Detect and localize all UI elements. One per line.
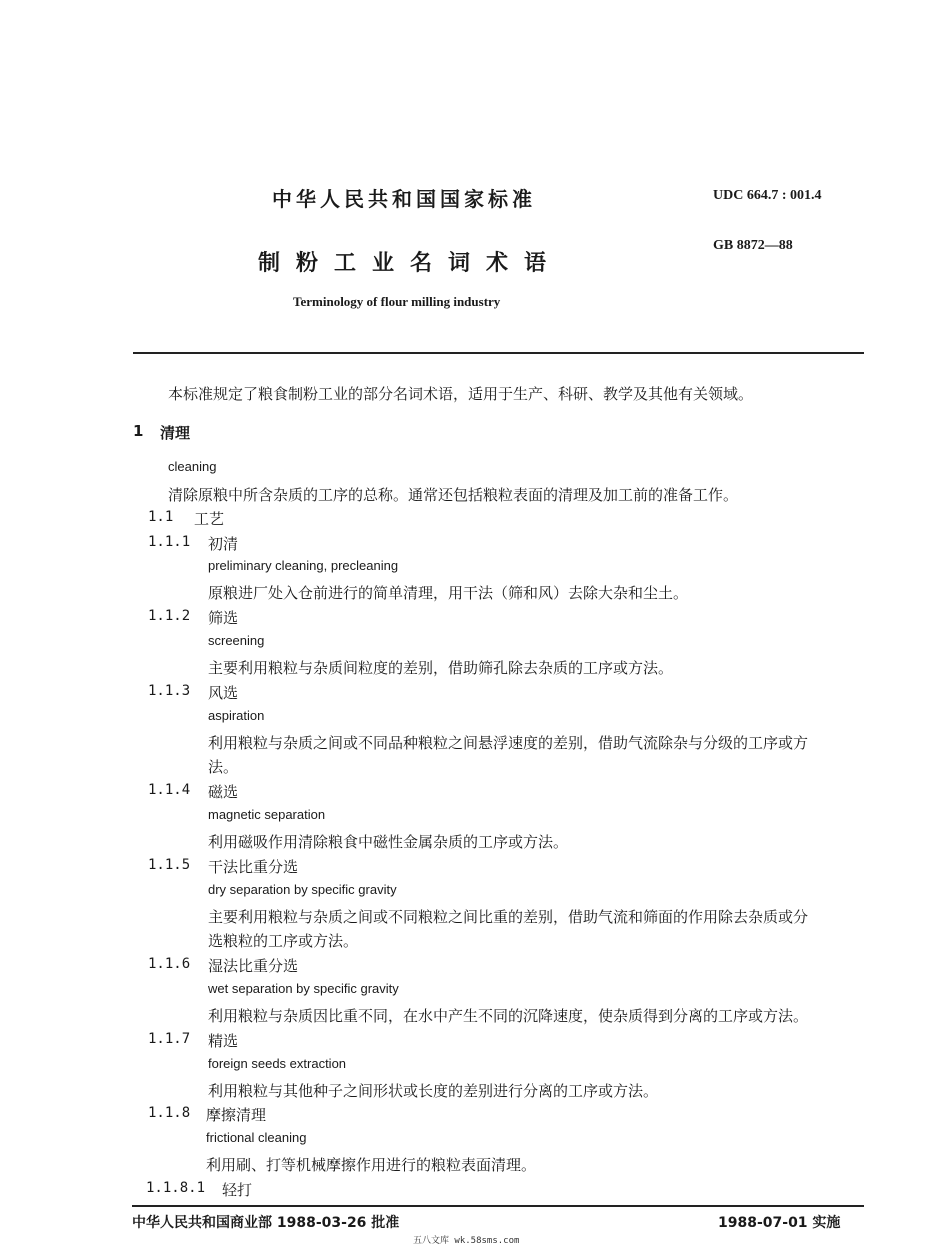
term-number: 1.1.8 [148,1105,191,1121]
section-title: 清理 [160,424,191,442]
gb-number: GB 8872—88 [713,238,793,253]
term-definition: 利用刷、打等机械摩擦作用进行的粮粒表面清理。 [206,1156,537,1174]
subsection-number: 1.1 [148,509,174,525]
term-definition: 利用粮粒与杂质因比重不同，在水中产生不同的沉降速度，使杂质得到分离的工序或方法。 [208,1007,809,1025]
term-definition: 利用粮粒与其他种子之间形状或长度的差别进行分离的工序或方法。 [208,1082,659,1100]
subsection-title: 工艺 [194,510,225,528]
standard-title: 中华人民共和国国家标准 [272,187,536,211]
term-en: foreign seeds extraction [208,1056,347,1071]
term-cn: 湿法比重分选 [208,957,299,975]
term-cn: 初清 [208,535,239,553]
term-number: 1.1.6 [148,956,191,972]
term-number: 1.1.4 [148,782,191,798]
term-cn: 筛选 [208,609,239,627]
approval-line: 中华人民共和国商业部 1988-03-26 批准 [132,1215,400,1231]
source-watermark: 五八文库 wk.58sms.com [413,1236,520,1246]
term-en: preliminary cleaning, precleaning [208,558,399,573]
term-number: 1.1.1 [148,534,191,550]
term-definition: 主要利用粮粒与杂质间粒度的差别，借助筛孔除去杂质的工序或方法。 [208,659,674,677]
document-title-cn: 制粉工业名词术语 [258,251,563,276]
term-number: 1.1.3 [148,683,191,699]
term-definition-cont: 法。 [208,758,239,776]
term-en: dry separation by specific gravity [208,882,397,897]
subterm-number: 1.1.8.1 [146,1180,206,1196]
term-en: magnetic separation [208,807,326,822]
term-number: 1.1.7 [148,1031,191,1047]
term-en: wet separation by specific gravity [208,981,399,996]
term-cn: 精选 [208,1032,239,1050]
term-en: frictional cleaning [206,1130,307,1145]
term-cn: 风选 [208,684,239,702]
section-definition: 清除原粮中所含杂质的工序的总称。通常还包括粮粒表面的清理及加工前的准备工作。 [168,486,739,504]
term-en: screening [208,633,265,648]
term-definition: 利用磁吸作用清除粮食中磁性金属杂质的工序或方法。 [208,833,569,851]
intro-paragraph: 本标准规定了粮食制粉工业的部分名词术语，适用于生产、科研、教学及其他有关领域。 [168,385,754,403]
term-en: aspiration [208,708,265,723]
term-definition: 主要利用粮粒与杂质之间或不同粮粒之间比重的差别，借助气流和筛面的作用除去杂质或分 [208,908,809,926]
effective-date: 1988-07-01 实施 [718,1215,841,1231]
term-number: 1.1.2 [148,608,191,624]
term-cn: 磁选 [208,783,239,801]
udc-number: UDC 664.7 : 001.4 [713,188,822,203]
term-number: 1.1.5 [148,857,191,873]
term-definition: 利用粮粒与杂质之间或不同品种粮粒之间悬浮速度的差别，借助气流除杂与分级的工序或方 [208,734,809,752]
term-cn: 干法比重分选 [208,858,299,876]
section-number: 1 [133,422,144,440]
section-title-en: cleaning [168,459,217,474]
term-definition-cont: 选粮粒的工序或方法。 [208,932,359,950]
term-definition: 原粮进厂处入仓前进行的简单清理，用干法（筛和风）去除大杂和尘土。 [208,584,689,602]
term-cn: 摩擦清理 [206,1106,267,1124]
header-rule [133,352,864,354]
document-title-en: Terminology of flour milling industry [293,294,501,309]
footer-rule [132,1205,864,1207]
subterm-title: 轻打 [222,1181,253,1199]
